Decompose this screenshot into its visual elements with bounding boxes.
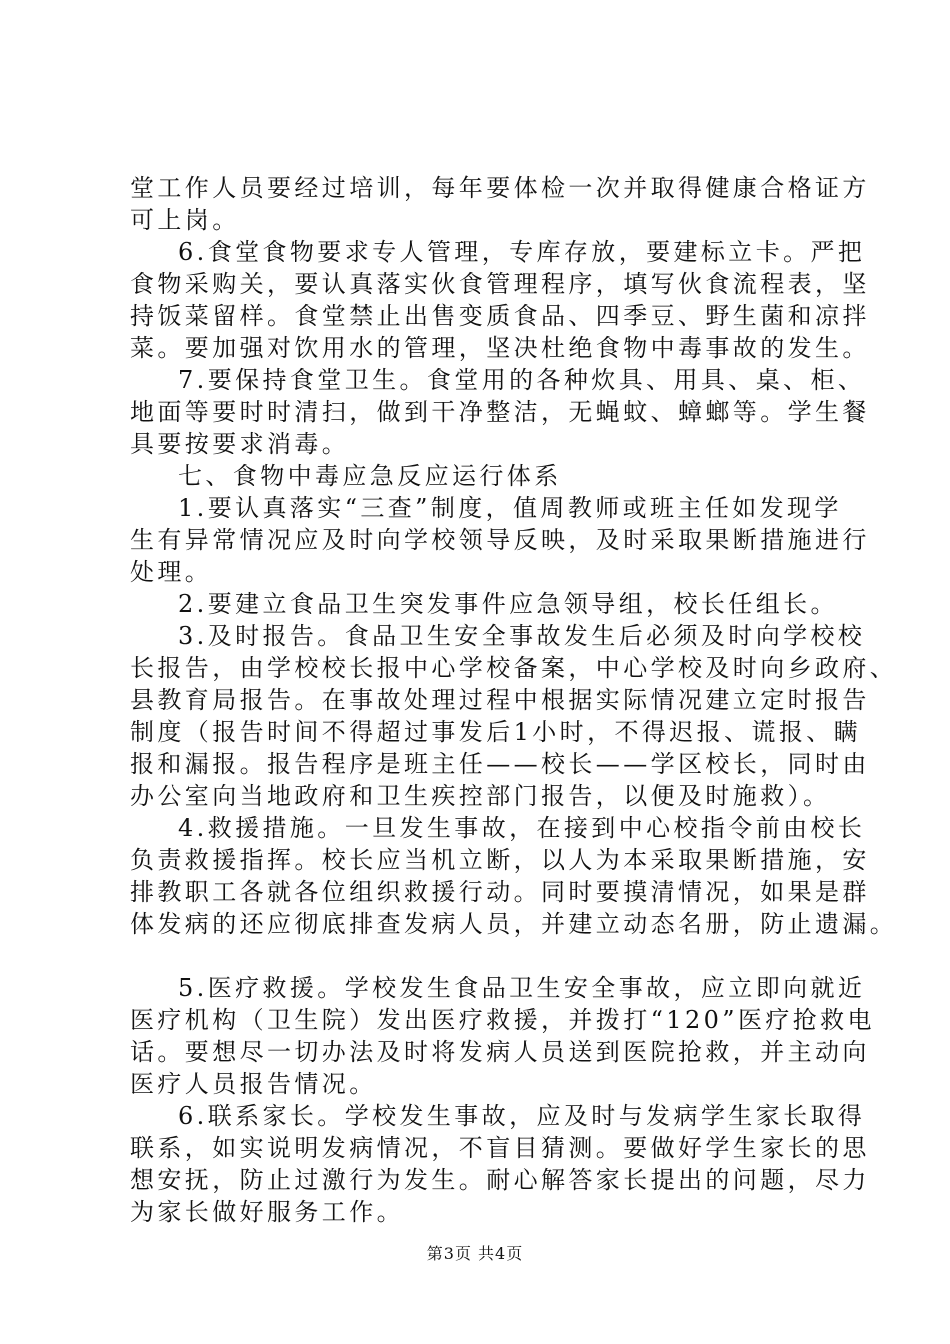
- text-line: 为家长做好服务工作。: [130, 1198, 404, 1226]
- paragraph-start: 7.要保持食堂卫生。食堂用的各种炊具、用具、桌、柜、: [178, 366, 866, 394]
- text-line: 报和漏报。报告程序是班主任——校长——学区校长，同时由: [130, 750, 870, 778]
- blank-line: [130, 940, 845, 972]
- text-line: 持饭菜留样。食堂禁止出售变质食品、四季豆、野生菌和凉拌: [130, 302, 870, 330]
- document-body: [130, 172, 898, 1228]
- text-line: 排教职工各就各位组织救援行动。同时要摸清情况，如果是群: [130, 878, 870, 906]
- text-line: 医疗机构（卫生院）发出医疗救援，并拨打“120”医疗抢救电: [130, 1006, 875, 1034]
- paragraph-start: 4.救援措施。一旦发生事故，在接到中心校指令前由校长: [178, 814, 866, 842]
- text-line: 话。要想尽一切办法及时将发病人员送到医院抢救，并主动向: [130, 1038, 870, 1066]
- paragraph-start: 3.及时报告。食品卫生安全事故发生后必须及时向学校校: [178, 622, 866, 650]
- section-heading: 七、食物中毒应急反应运行体系: [178, 462, 562, 490]
- text-line: 食物采购关，要认真落实伙食管理程序，填写伙食流程表，坚: [130, 270, 870, 298]
- text-line: 地面等要时时清扫，做到干净整洁，无蝇蚊、蟑螂等。学生餐: [130, 398, 870, 426]
- text-line: 菜。要加强对饮用水的管理，坚决杜绝食物中毒事故的发生。: [130, 334, 870, 362]
- text-line: 可上岗。: [130, 206, 240, 234]
- text-line: 医疗人员报告情况。: [130, 1070, 377, 1098]
- text-line: 生有异常情况应及时向学校领导反映，及时采取果断措施进行: [130, 526, 870, 554]
- text-line: 联系，如实说明发病情况，不盲目猜测。要做好学生家长的思: [130, 1134, 870, 1162]
- text-line: 制度（报告时间不得超过事发后1小时，不得迟报、谎报、瞒: [130, 718, 862, 746]
- text-line: 县教育局报告。在事故处理过程中根据实际情况建立定时报告: [130, 686, 870, 714]
- page-number-footer: 第3页 共4页: [426, 1244, 524, 1263]
- text-line: 处理。: [130, 558, 213, 586]
- paragraph-start: 2.要建立食品卫生突发事件应急领导组，校长任组长。: [178, 590, 838, 618]
- text-line: 办公室向当地政府和卫生疾控部门报告，以便及时施救）。: [130, 782, 831, 810]
- text-line: 体发病的还应彻底排查发病人员，并建立动态名册，防止遗漏。: [130, 910, 898, 938]
- text-line: 长报告，由学校校长报中心学校备案，中心学校及时向乡政府、: [130, 654, 898, 682]
- text-line: 负责救援指挥。校长应当机立断，以人为本采取果断措施，安: [130, 846, 870, 874]
- text-line: 想安抚，防止过激行为发生。耐心解答家长提出的问题，尽力: [130, 1166, 870, 1194]
- text-line: 具要按要求消毒。: [130, 430, 350, 458]
- paragraph-start: 1.要认真落实“三查”制度，值周教师或班主任如发现学: [178, 494, 842, 522]
- paragraph-start: 6.食堂食物要求专人管理，专库存放，要建标立卡。严把: [178, 238, 866, 266]
- paragraph-start: 5.医疗救援。学校发生食品卫生安全事故，应立即向就近: [178, 974, 866, 1002]
- text-line: 堂工作人员要经过培训，每年要体检一次并取得健康合格证方: [130, 174, 870, 202]
- paragraph-start: 6.联系家长。学校发生事故，应及时与发病学生家长取得: [178, 1102, 866, 1130]
